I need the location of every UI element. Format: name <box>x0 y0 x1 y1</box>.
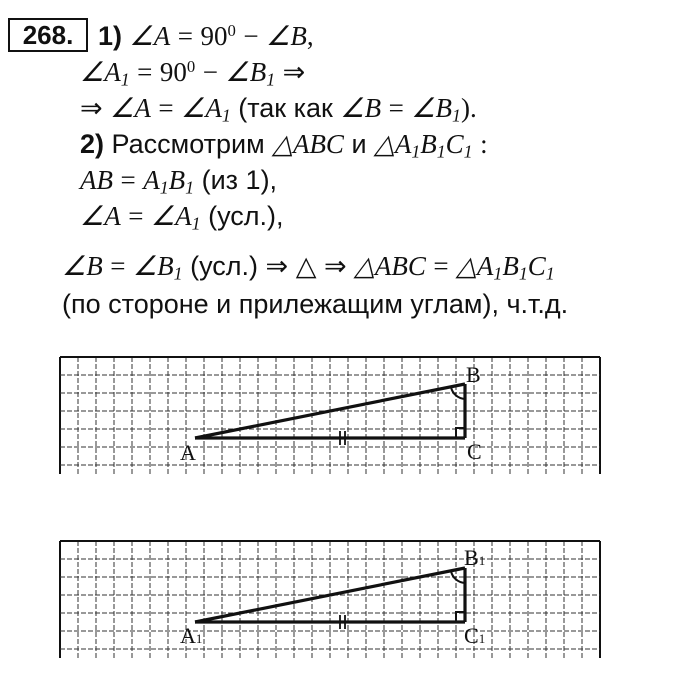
triangle-a1b1c1: $\triangle A_1B_1C_1$ <box>456 251 555 284</box>
ninety: $90^0$ <box>159 56 196 87</box>
ninety: $90^0$ <box>200 20 236 51</box>
side-a1b1: $A_1B_1$ <box>143 165 195 198</box>
conclusion: (по стороне и прилежащим углам), ч.т.д. <box>62 289 569 319</box>
note-text: (из 1), <box>201 165 278 195</box>
reason-text: (так как <box>238 93 333 123</box>
equals-sign: = <box>177 21 193 51</box>
equals-sign: = <box>110 251 126 281</box>
equals-sign: = <box>388 93 404 123</box>
label-b1: B1 <box>464 545 486 570</box>
colon: : <box>480 129 488 159</box>
equals-sign: = <box>137 57 153 87</box>
problem-number: 268. <box>8 18 88 52</box>
angle-b1: $\angle B_1$ <box>411 93 461 126</box>
angle-b: ∠B <box>266 21 307 51</box>
label-c1: C1 <box>464 623 486 648</box>
grid-figure2 <box>60 541 600 658</box>
equals-sign: = <box>120 165 136 195</box>
note-text: (усл.), <box>208 201 284 231</box>
close-paren: ). <box>460 93 477 123</box>
implies-sign: ⇒ <box>80 93 103 123</box>
implies-sign: ⇒ <box>282 57 306 87</box>
implies-sign: ⇒ <box>265 251 289 281</box>
comma: , <box>306 21 314 51</box>
label-b: B <box>466 362 481 387</box>
grid-figure1 <box>60 357 600 474</box>
angle-b: ∠B <box>340 93 382 123</box>
minus-sign: − <box>243 21 259 51</box>
and-word: и <box>351 129 367 159</box>
part1-label: 1) <box>98 21 123 51</box>
label-a1: A1 <box>180 623 203 648</box>
minus-sign: − <box>202 57 218 87</box>
angle-a1: $\angle A_1$ <box>80 57 130 90</box>
note-text: (усл.) <box>190 251 259 281</box>
consider-word: Рассмотрим <box>111 129 265 159</box>
angle-a: ∠A <box>110 93 151 123</box>
part2-label: 2) <box>80 129 105 159</box>
angle-b1: $\angle B_1$ <box>132 251 183 284</box>
side-ab: AB <box>80 165 113 195</box>
implies-sign: ⇒ <box>323 251 347 281</box>
label-c: C <box>467 439 482 464</box>
equals-sign: = <box>158 93 174 123</box>
equals-sign: = <box>433 251 449 281</box>
triangle-abc: △ABC <box>354 251 426 281</box>
angle-a: ∠A <box>129 21 171 51</box>
triangle-sign: △ <box>295 251 317 281</box>
angle-a: ∠A <box>80 201 121 231</box>
angle-b1: $\angle B_1$ <box>225 57 276 90</box>
triangle-abc: △ABC <box>272 129 344 159</box>
angle-b: ∠B <box>62 251 103 281</box>
angle-a1: $\angle A_1$ <box>150 201 201 234</box>
label-a: A <box>180 440 196 465</box>
angle-a1: $\angle A_1$ <box>181 93 231 126</box>
equals-sign: = <box>128 201 144 231</box>
triangle-a1b1c1: $\triangle A_1B_1C_1$ <box>374 129 473 162</box>
